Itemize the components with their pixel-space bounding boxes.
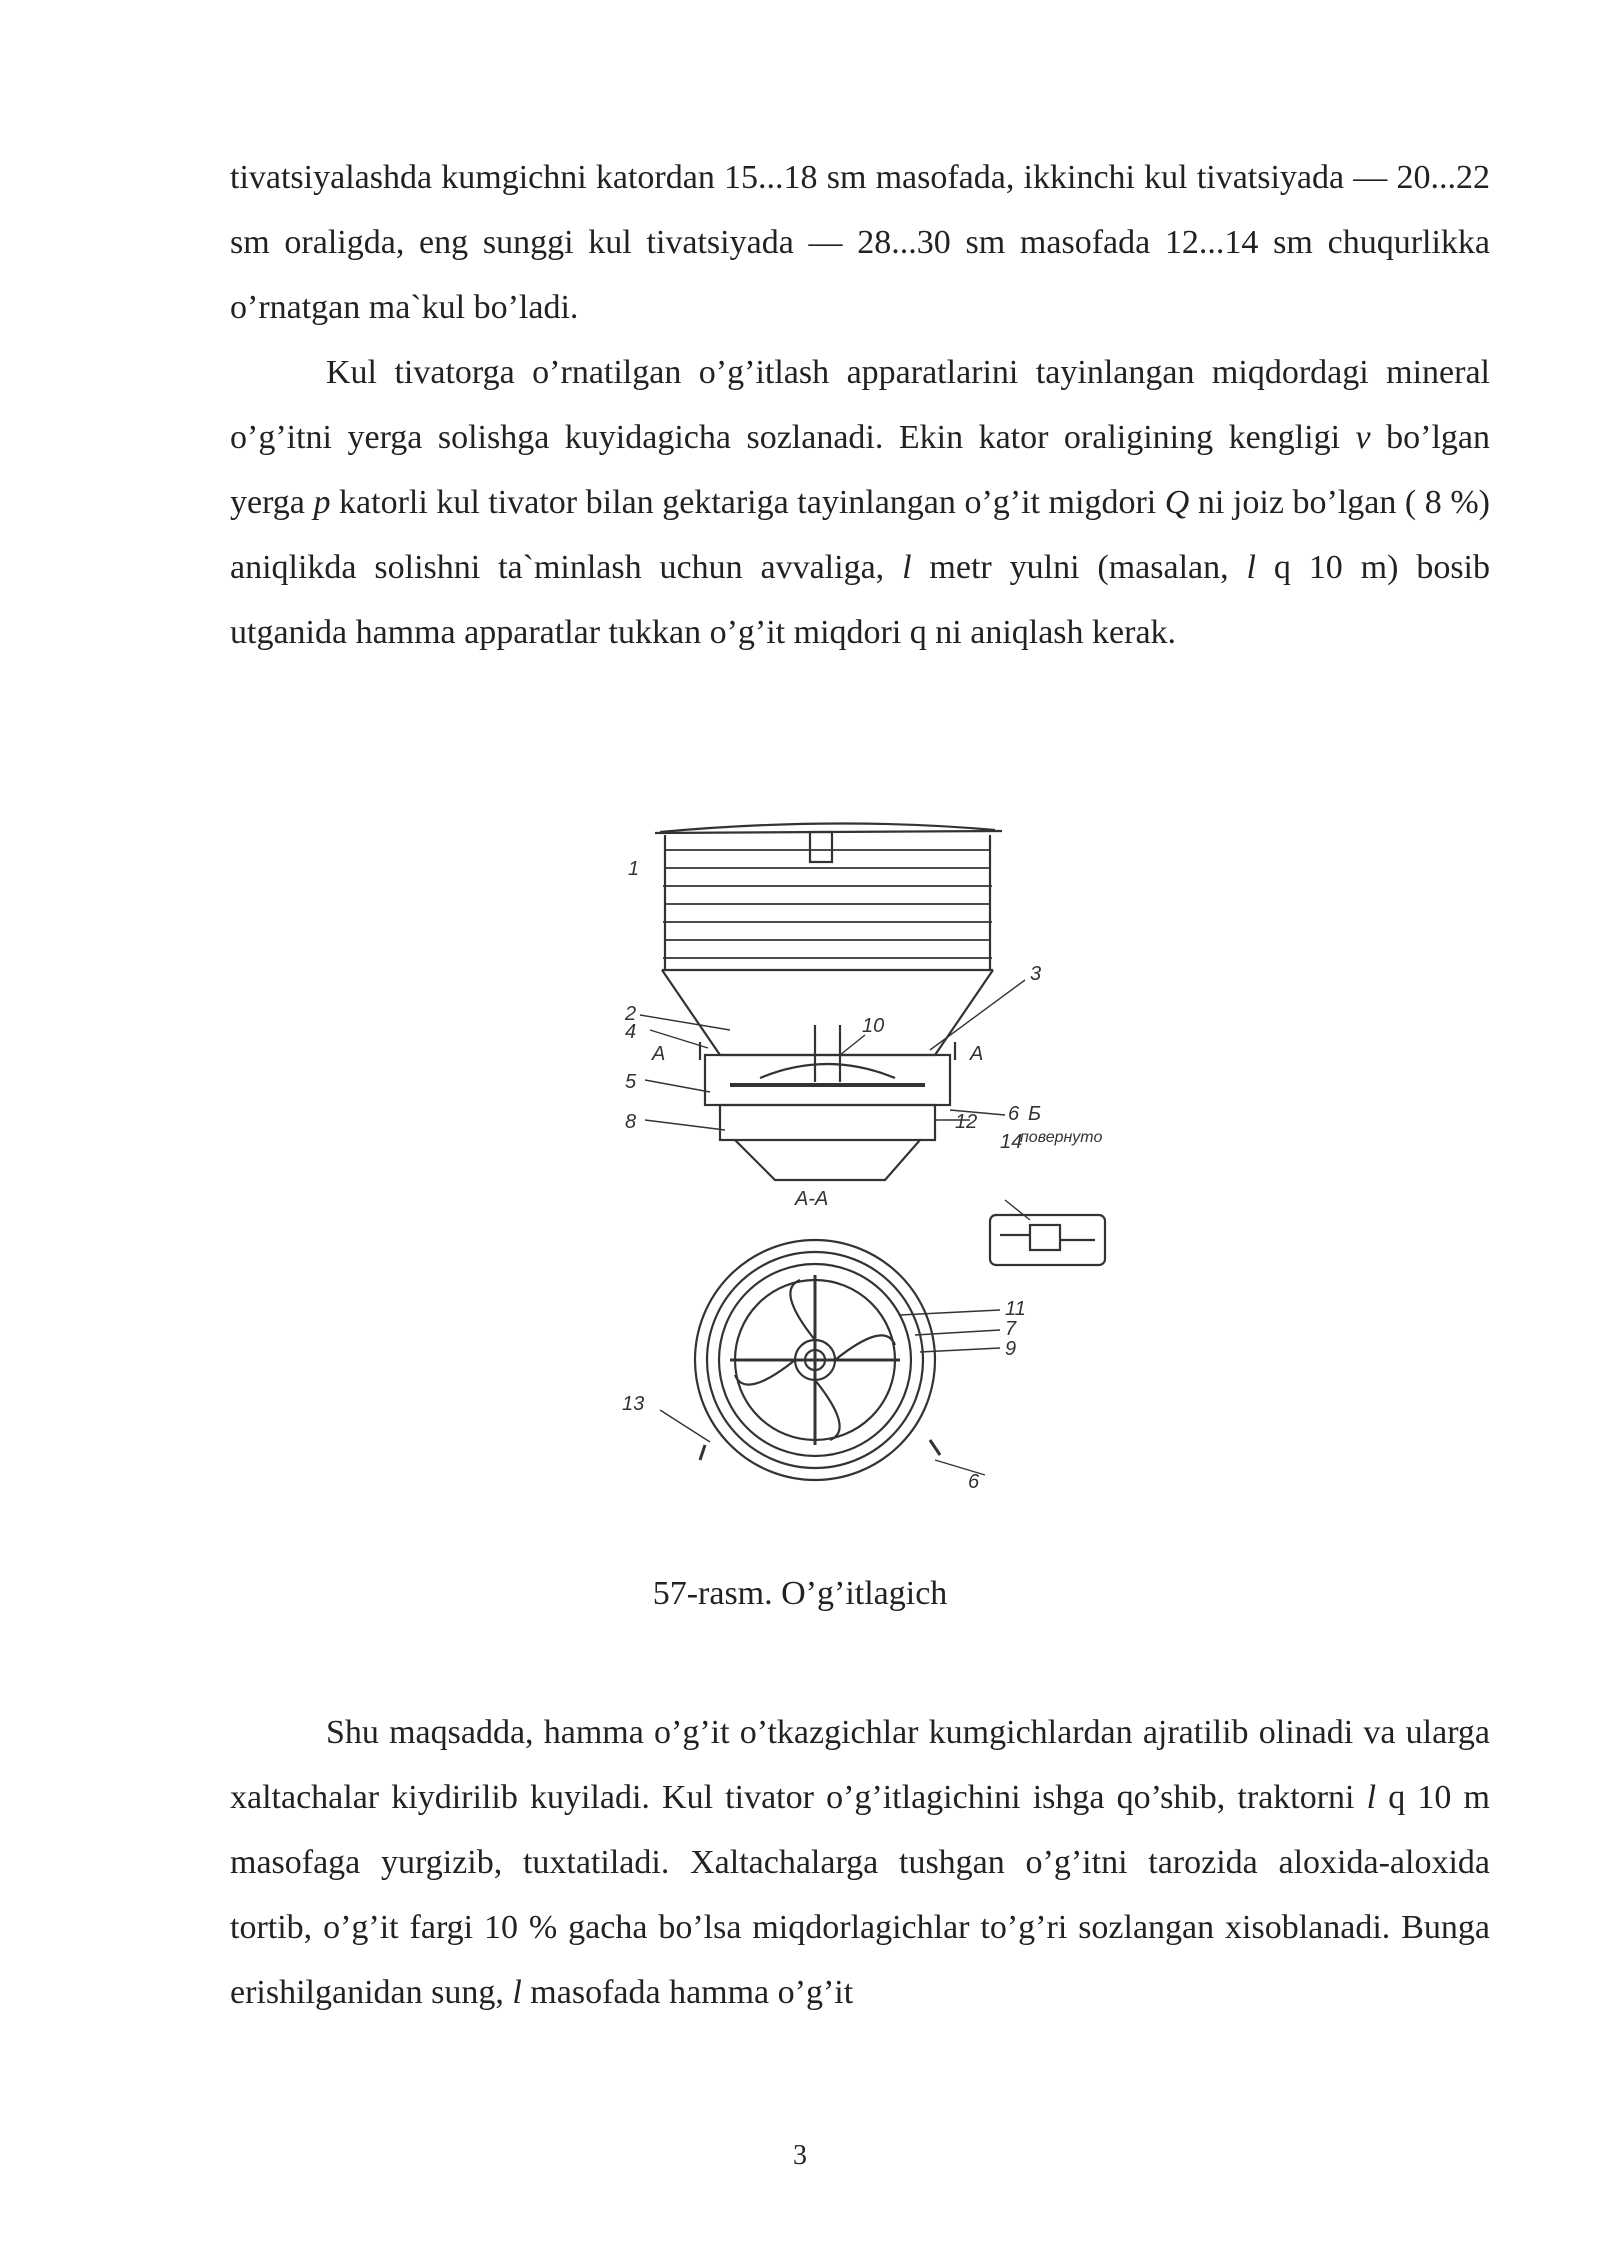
fertilizer-apparatus-drawing: [600, 820, 1160, 1540]
label-14: 14: [1000, 1131, 1023, 1153]
variable-l: l: [902, 549, 912, 586]
label-section: A-A: [795, 1188, 829, 1210]
label-a-right: A: [970, 1043, 984, 1065]
text-block-bottom: [230, 1700, 1490, 2025]
label-6b: 6: [968, 1471, 980, 1493]
label-b: Б: [1028, 1103, 1042, 1125]
variable-l: l: [1246, 549, 1256, 586]
variable-q: Q: [1164, 484, 1190, 521]
variable-l: l: [512, 1974, 522, 2011]
lid-latch: [810, 832, 832, 862]
label-10: 10: [862, 1015, 885, 1037]
label-7: 7: [1005, 1318, 1017, 1340]
label-12: 12: [955, 1111, 978, 1133]
label-8: 8: [625, 1111, 637, 1133]
label-5: 5: [625, 1071, 637, 1093]
variable-p: p: [313, 484, 331, 521]
label-4: 4: [625, 1021, 637, 1043]
variable-l: l: [1366, 1779, 1377, 1816]
label-2: 2: [625, 1003, 637, 1025]
paragraph-2: Kul tivatorga o’rnatilgan o’g’itlash apparatlarini tayinlangan miqdordagi mineral o’g’itni yerga solishga kuyidagicha sozlanadi. Ekin kator oraligining kengligi v bo’lgan yerga p katorli kul tivator bilan gektariga tayinlangan o’g’it migdori Q ni joiz bo’lgan ( 8 %) aniqlikda solishni ta`minlash uchun avvaliga, l metr yulni (masalan, l q 10 m) bosib utganida hamma apparatlar tukkan o’g’it miqdori q ni aniqlash kerak.: [230, 354, 1491, 651]
paragraph-3: Shu maqsadda, hamma o’g’it o’tkazgichlar kumgichlardan ajratilib olinadi va ularga xaltachalar kiydirilib kuyiladi. Kul tivator o’g’itlagichini ishga qo’shib, traktorni l q 10 m masofaga yurgizib, tuxtatiladi. Xaltachalarga tushgan o’g’itni tarozida aloxida-aloxida tortib, o’g’it fargi 10 % gacha bo’lsa miqdorlagichlar to’g’ri sozlangan xisoblanadi. Bunga erishilganidan sung, l masofada hamma o’g’it: [230, 1714, 1490, 2011]
label-13: 13: [622, 1393, 645, 1415]
text-block-top: [230, 145, 1490, 665]
label-9: 9: [1005, 1338, 1017, 1360]
label-6: 6: [1008, 1103, 1020, 1125]
label-3: 3: [1030, 963, 1042, 985]
paragraph-1: tivatsiyalashda kumgichni katordan 15...18 sm masofada, ikkinchi kul tivatsiyada — 20...22 sm oraligda, eng sunggi kul tivatsiyada — 28...30 sm masofada 12...14 sm chuqurlikka o’rnatgan ma`kul bo’ladi.: [230, 159, 1490, 326]
figure-caption: 57-rasm. O’g’itlagich: [652, 1575, 948, 1612]
variable-v: v: [1355, 419, 1371, 456]
page-number: 3: [793, 2140, 807, 2171]
label-a-left: A: [652, 1043, 666, 1065]
label-11: 11: [1005, 1298, 1026, 1320]
label-1: 1: [628, 858, 640, 880]
dispenser-housing: [705, 1055, 950, 1105]
label-note: повернуто: [1020, 1129, 1103, 1146]
